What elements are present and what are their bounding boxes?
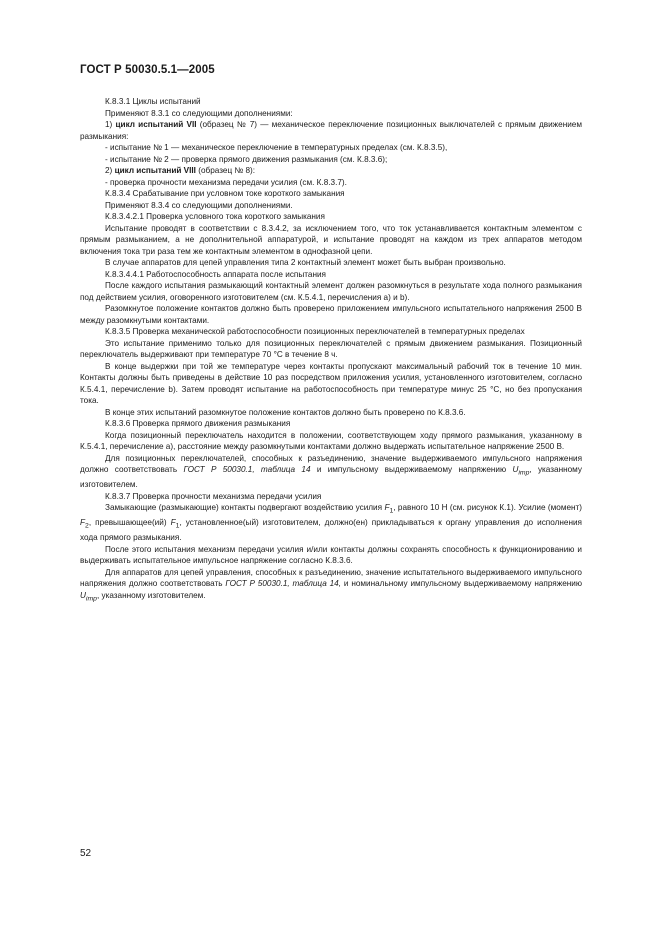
paragraph-text: , указанному изготовителем. bbox=[96, 590, 206, 600]
paragraph-text: Для аппаратов для цепей управления, способных к разъединению, значение испытательного выдерживаемого импульсного напряжения должно соответствовать bbox=[80, 567, 582, 589]
paragraph: Разомкнутое положение контактов должно быть проверено приложением импульсного испытательного напряжения 2500 В между разомкнутыми контактами. bbox=[80, 304, 582, 325]
standard-reference: ГОСТ Р 50030.1, таблица 14, bbox=[225, 579, 342, 589]
paragraph bbox=[80, 453, 582, 491]
paragraph-text: , указанному изготовителем. bbox=[80, 465, 582, 490]
paragraph-text: и номинальному импульсному выдерживаемому напряжению bbox=[343, 579, 582, 589]
symbol-subscript: imp bbox=[518, 469, 530, 477]
paragraph bbox=[80, 502, 582, 544]
paragraph: Испытание проводят в соответствии с 8.3.4.2, за исключением того, что ток устанавливается контактным элементом с прямым размыканием, а не дополнительной аппаратурой, и испытание проводят на каждом из трех аппаратов методом включения тока три раза тем же контактным элементом в однофазной цепи. bbox=[80, 223, 582, 256]
paragraph-text: , установленное(ый) изготовителем, должно(ен) прикладываться к органу управления до исполнения хода прямого размыкания. bbox=[80, 518, 582, 543]
paragraph: - испытание № 1 — механическое переключение в температурных пределах (см. К.8.3.5), bbox=[105, 143, 448, 152]
paragraph: После каждого испытания размыкающий контактный элемент должен разомкнуться в результате хода полного размыкания под действием усилия, оговоренного изготовителем (см. К.5.4.1, перечисления а) и b). bbox=[80, 281, 582, 302]
paragraph: 1) цикл испытаний VII (образец № 7) — механическое переключение позиционных выключателей с прямым движением размыкания: bbox=[80, 120, 582, 141]
symbol-subscript: 2 bbox=[85, 522, 89, 530]
test-cycle-label: цикл испытаний VIII bbox=[114, 166, 196, 175]
test-cycle-label: цикл испытаний VII bbox=[115, 120, 197, 129]
paragraph: К.8.3.5 Проверка механической работоспособности позиционных переключателей в температурных пределах bbox=[105, 327, 525, 336]
paragraph: К.8.3.4 Срабатывание при условном токе короткого замыкания bbox=[105, 189, 345, 198]
symbol-f: F bbox=[80, 518, 86, 528]
paragraph: Когда позиционный переключатель находится в положении, соответствующем ходу прямого размыкания, указанному в К.5.4.1, перечисление а), расстояние между разомкнутыми контактами должно выдержать испытательное напряжение 2500 В. bbox=[80, 430, 582, 451]
symbol-subscript: 1 bbox=[175, 522, 180, 530]
paragraph: К.8.3.4.4.1 Работоспособность аппарата после испытания bbox=[105, 269, 326, 279]
paragraph: В конце этих испытаний разомкнутое положение контактов должно быть проверено по К.8.3.6. bbox=[105, 407, 466, 417]
paragraph: После этого испытания механизм передачи усилия и/или контакты должны сохранять способность к функционированию и выдерживать испытательное импульсное напряжение согласно К.8.3.6. bbox=[80, 544, 582, 566]
paragraph-text: , превышающее(ий) bbox=[88, 518, 167, 528]
paragraph: В случае аппаратов для цепей управления типа 2 контактный элемент может быть выбран произвольно. bbox=[105, 258, 506, 267]
paragraph: Применяют 8.3.1 со следующими дополнениями: bbox=[105, 108, 293, 118]
symbol-subscript: imp bbox=[85, 595, 97, 603]
paragraph-text: , равного 10 Н (см. рисунок К.1). Усилие (момент) bbox=[393, 503, 583, 513]
paragraph: К.8.3.6 Проверка прямого движения размыкания bbox=[105, 419, 291, 428]
standard-reference: ГОСТ Р 50030.1, таблица 14 bbox=[183, 465, 311, 474]
symbol-f: F bbox=[384, 503, 390, 513]
paragraph: - проверка прочности механизма передачи усилия (см. К.8.3.7). bbox=[105, 177, 347, 187]
paragraph-text: Для позиционных переключателей, способных к разъединению, значение выдерживаемого импульсного напряжения должно соответствовать bbox=[80, 453, 582, 474]
paragraph: К.8.3.7 Проверка прочности механизма передачи усилия bbox=[105, 491, 322, 501]
document-header: ГОСТ Р 50030.5.1—2005 bbox=[80, 64, 215, 76]
page-number: 52 bbox=[80, 848, 92, 859]
paragraph: - испытание № 2 — проверка прямого движения размыкания (см. К.8.3.6); bbox=[105, 154, 388, 164]
paragraph: К.8.3.4.2.1 Проверка условного тока короткого замыкания bbox=[105, 212, 325, 221]
paragraph-text: и импульсному выдерживаемому напряжению bbox=[316, 465, 507, 474]
paragraph: Это испытание применимо только для позиционных переключателей с прямым движением размыкания. Позиционный переключатель выдерживают при температуре 70 °С в течение 8 ч. bbox=[80, 338, 582, 359]
symbol-u: U bbox=[80, 590, 86, 600]
paragraph: К.8.3.1 Циклы испытаний bbox=[105, 97, 201, 106]
paragraph: Применяют 8.3.4 со следующими дополнениями. bbox=[105, 200, 293, 210]
symbol-subscript: 1 bbox=[389, 507, 394, 515]
paragraph bbox=[80, 567, 582, 605]
paragraph: 2) цикл испытаний VIII (образец № 8): bbox=[105, 166, 256, 175]
paragraph-text: Замыкающие (размыкающие) контакты подвергают воздействию усилия bbox=[105, 503, 383, 513]
symbol-f: F bbox=[170, 518, 176, 528]
paragraph: В конце выдержки при той же температуре через контакты пропускают максимальный рабочий ток в течение 10 мин. Контакты должны быть приведены в действие 10 раз посредством приложения усилия, установленного изготовителем, согласно К.5.4.1, перечисление b). Затем проводят испытание на работоспособность при температуре минус 25 °С, но без пропускания тока. bbox=[80, 361, 582, 405]
symbol-u: U bbox=[512, 465, 519, 474]
document-body bbox=[80, 96, 582, 605]
